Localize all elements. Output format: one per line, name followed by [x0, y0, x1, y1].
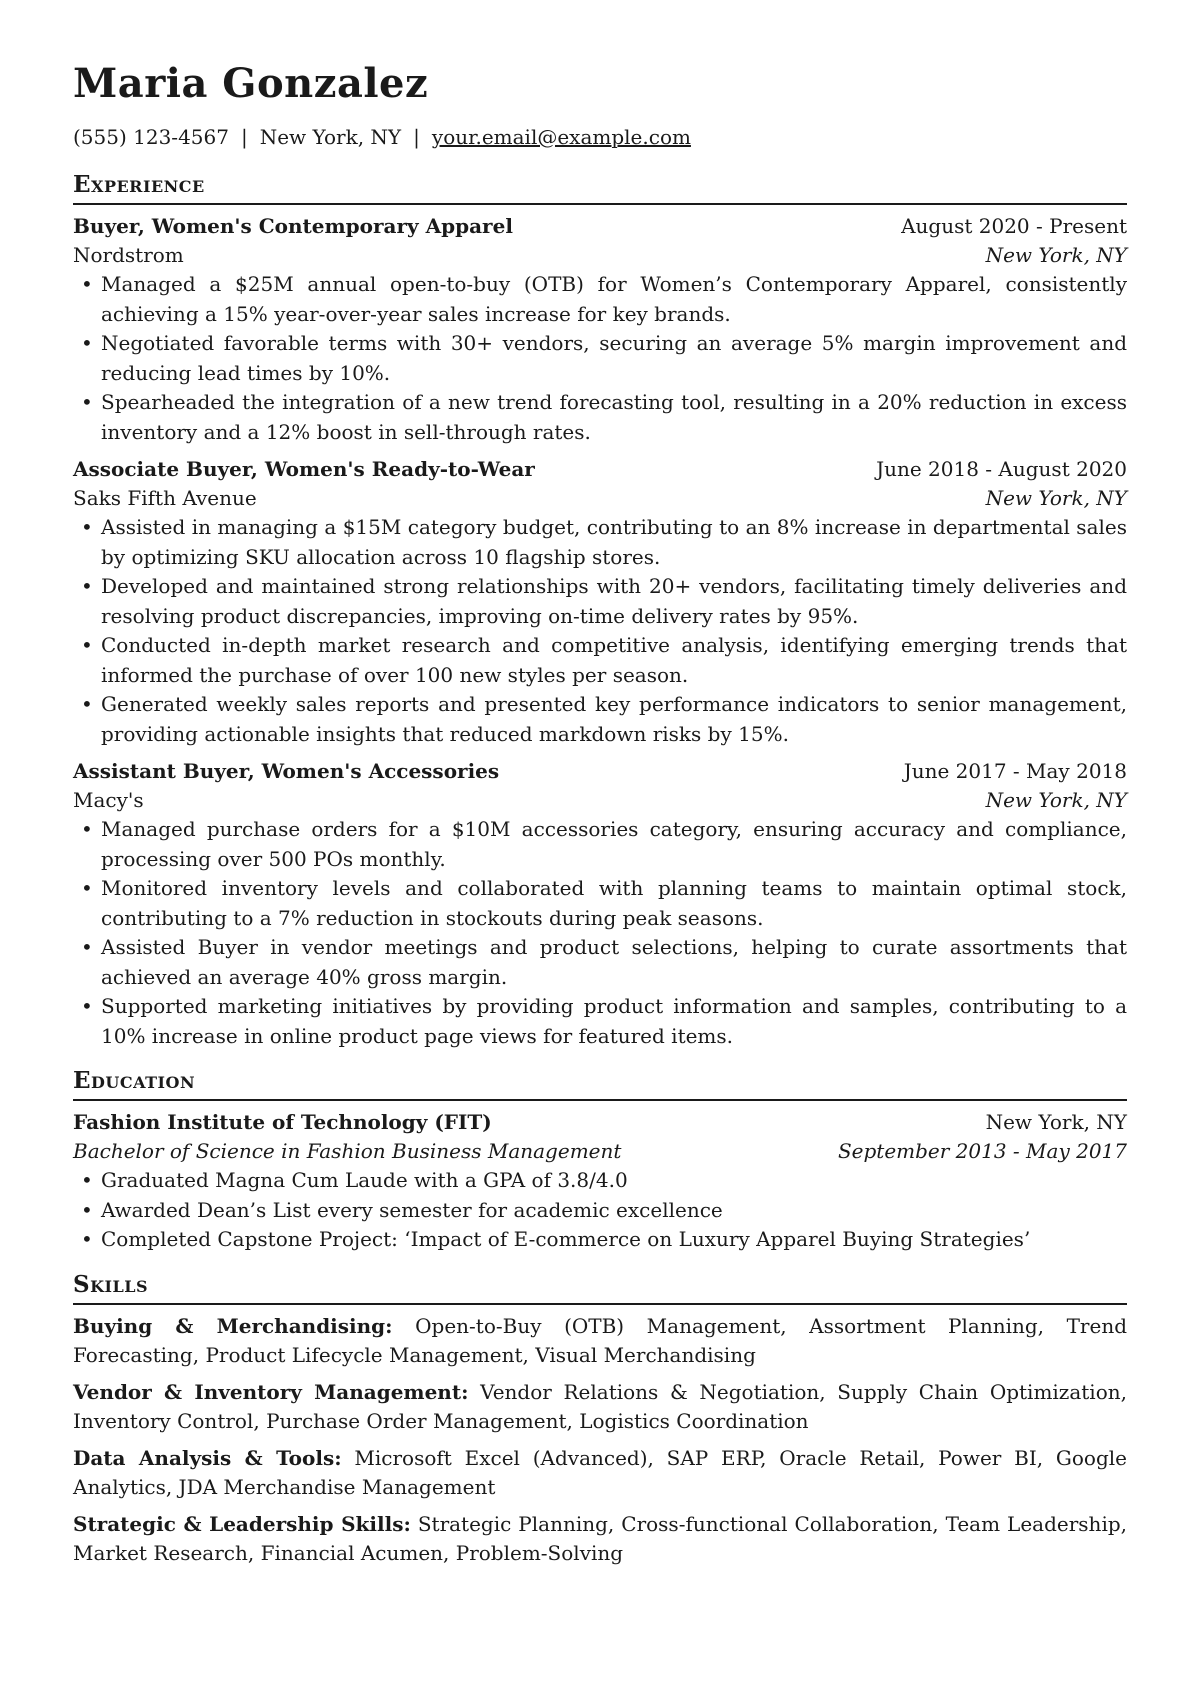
job-bullets	[73, 815, 1127, 1051]
skill-label: Strategic & Leadership Skills:	[73, 1511, 411, 1536]
skill-label: Vendor & Inventory Management:	[73, 1379, 469, 1404]
contact-separator: |	[240, 125, 248, 149]
skill-text: Strategic Planning, Cross-functional Collaboration, Team Leadership, Market Research, Financial Acumen, Problem-Solving	[73, 1511, 1127, 1565]
job-location: New York, NY	[985, 243, 1127, 267]
bullet-item: • Supported marketing initiatives by providing product information and samples, contributing to a 10% increase in online product page views for featured items.	[73, 992, 1127, 1051]
bullet-item: • Awarded Dean’s List every semester for academic excellence	[73, 1196, 1127, 1226]
skill-group	[73, 1510, 1127, 1568]
education-subheader	[73, 1137, 1127, 1166]
contact-line	[73, 124, 1127, 150]
job-dates: June 2018 - August 2020	[876, 457, 1127, 481]
job-dates: August 2020 - Present	[901, 214, 1127, 238]
bullet-item: • Managed purchase orders for a $10M accessories category, ensuring accuracy and compliance, processing over 500 POs monthly.	[73, 815, 1127, 874]
degree-name: Bachelor of Science in Fashion Business Management	[73, 1139, 622, 1163]
skill-text: Microsoft Excel (Advanced), SAP ERP, Oracle Retail, Power BI, Google Analytics, JDA Merchandise Management	[73, 1445, 1127, 1499]
skill-group	[73, 1444, 1127, 1502]
job-role: Assistant Buyer, Women's Accessories	[73, 759, 500, 783]
job-dates: June 2017 - May 2018	[903, 759, 1127, 783]
experience-heading: Experience	[73, 171, 1127, 205]
job-entry-saks	[73, 455, 1127, 749]
school-name: Fashion Institute of Technology (FIT)	[73, 1110, 492, 1134]
skill-group	[73, 1378, 1127, 1436]
bullet-item: • Spearheaded the integration of a new trend forecasting tool, resulting in a 20% reduction in excess inventory and a 12% boost in sell-through rates.	[73, 388, 1127, 447]
job-subheader	[73, 786, 1127, 815]
job-role: Associate Buyer, Women's Ready-to-Wear	[73, 457, 535, 481]
contact-location: New York, NY	[259, 125, 402, 149]
bullet-item: • Negotiated favorable terms with 30+ vendors, securing an average 5% margin improvement and reducing lead times by 10%.	[73, 329, 1127, 388]
bullet-item: • Monitored inventory levels and collaborated with planning teams to maintain optimal stock, contributing to a 7% reduction in stockouts during peak seasons.	[73, 874, 1127, 933]
job-company: Nordstrom	[73, 243, 184, 267]
job-bullets	[73, 270, 1127, 447]
job-company: Saks Fifth Avenue	[73, 486, 257, 510]
job-header	[73, 212, 1127, 241]
bullet-item: • Developed and maintained strong relationships with 20+ vendors, facilitating timely deliveries and resolving product discrepancies, improving on-time delivery rates by 95%.	[73, 572, 1127, 631]
job-entry-nordstrom	[73, 212, 1127, 447]
skill-group	[73, 1312, 1127, 1370]
education-dates: September 2013 - May 2017	[837, 1139, 1127, 1163]
bullet-item: • Managed a $25M annual open-to-buy (OTB) for Women’s Contemporary Apparel, consistently achieving a 15% year-over-year sales increase for key brands.	[73, 270, 1127, 329]
job-role: Buyer, Women's Contemporary Apparel	[73, 214, 513, 238]
resume-content	[73, 60, 1127, 1568]
job-subheader	[73, 484, 1127, 513]
skills-heading: Skills	[73, 1271, 1127, 1305]
job-location: New York, NY	[985, 788, 1127, 812]
email-link[interactable]: your.email@example.com	[431, 125, 691, 149]
job-entry-macys	[73, 757, 1127, 1051]
job-subheader	[73, 241, 1127, 270]
job-location: New York, NY	[985, 486, 1127, 510]
bullet-item: • Graduated Magna Cum Laude with a GPA of 3.8/4.0	[73, 1166, 1127, 1196]
education-bullets	[73, 1166, 1127, 1255]
job-header	[73, 757, 1127, 786]
candidate-name: Maria Gonzalez	[73, 60, 429, 107]
education-header	[73, 1108, 1127, 1137]
school-location: New York, NY	[985, 1110, 1127, 1134]
phone-number: (555) 123-4567	[73, 125, 229, 149]
bullet-item: • Completed Capstone Project: ‘Impact of E-commerce on Luxury Apparel Buying Strategies’	[73, 1225, 1127, 1255]
job-bullets	[73, 513, 1127, 749]
bullet-item: • Generated weekly sales reports and presented key performance indicators to senior management, providing actionable insights that reduced markdown risks by 15%.	[73, 690, 1127, 749]
job-company: Macy's	[73, 788, 144, 812]
job-header	[73, 455, 1127, 484]
skill-text: Open-to-Buy (OTB) Management, Assortment Planning, Trend Forecasting, Product Lifecycle Management, Visual Merchandising	[73, 1313, 1128, 1367]
skill-label: Buying & Merchandising:	[73, 1313, 393, 1338]
education-heading: Education	[73, 1067, 1127, 1101]
skill-text: Vendor Relations & Negotiation, Supply Chain Optimization, Inventory Control, Purchase Order Management, Logistics Coordination	[73, 1379, 1127, 1433]
contact-separator: |	[413, 125, 420, 149]
education-entry	[73, 1108, 1127, 1255]
skill-label: Data Analysis & Tools:	[73, 1445, 342, 1470]
bullet-item: • Assisted Buyer in vendor meetings and product selections, helping to curate assortments that achieved an average 40% gross margin.	[73, 933, 1127, 992]
bullet-item: • Assisted in managing a $15M category budget, contributing to an 8% increase in departmental sales by optimizing SKU allocation across 10 flagship stores.	[73, 513, 1127, 572]
bullet-item: • Conducted in-depth market research and competitive analysis, identifying emerging trends that informed the purchase of over 100 new styles per season.	[73, 631, 1127, 690]
